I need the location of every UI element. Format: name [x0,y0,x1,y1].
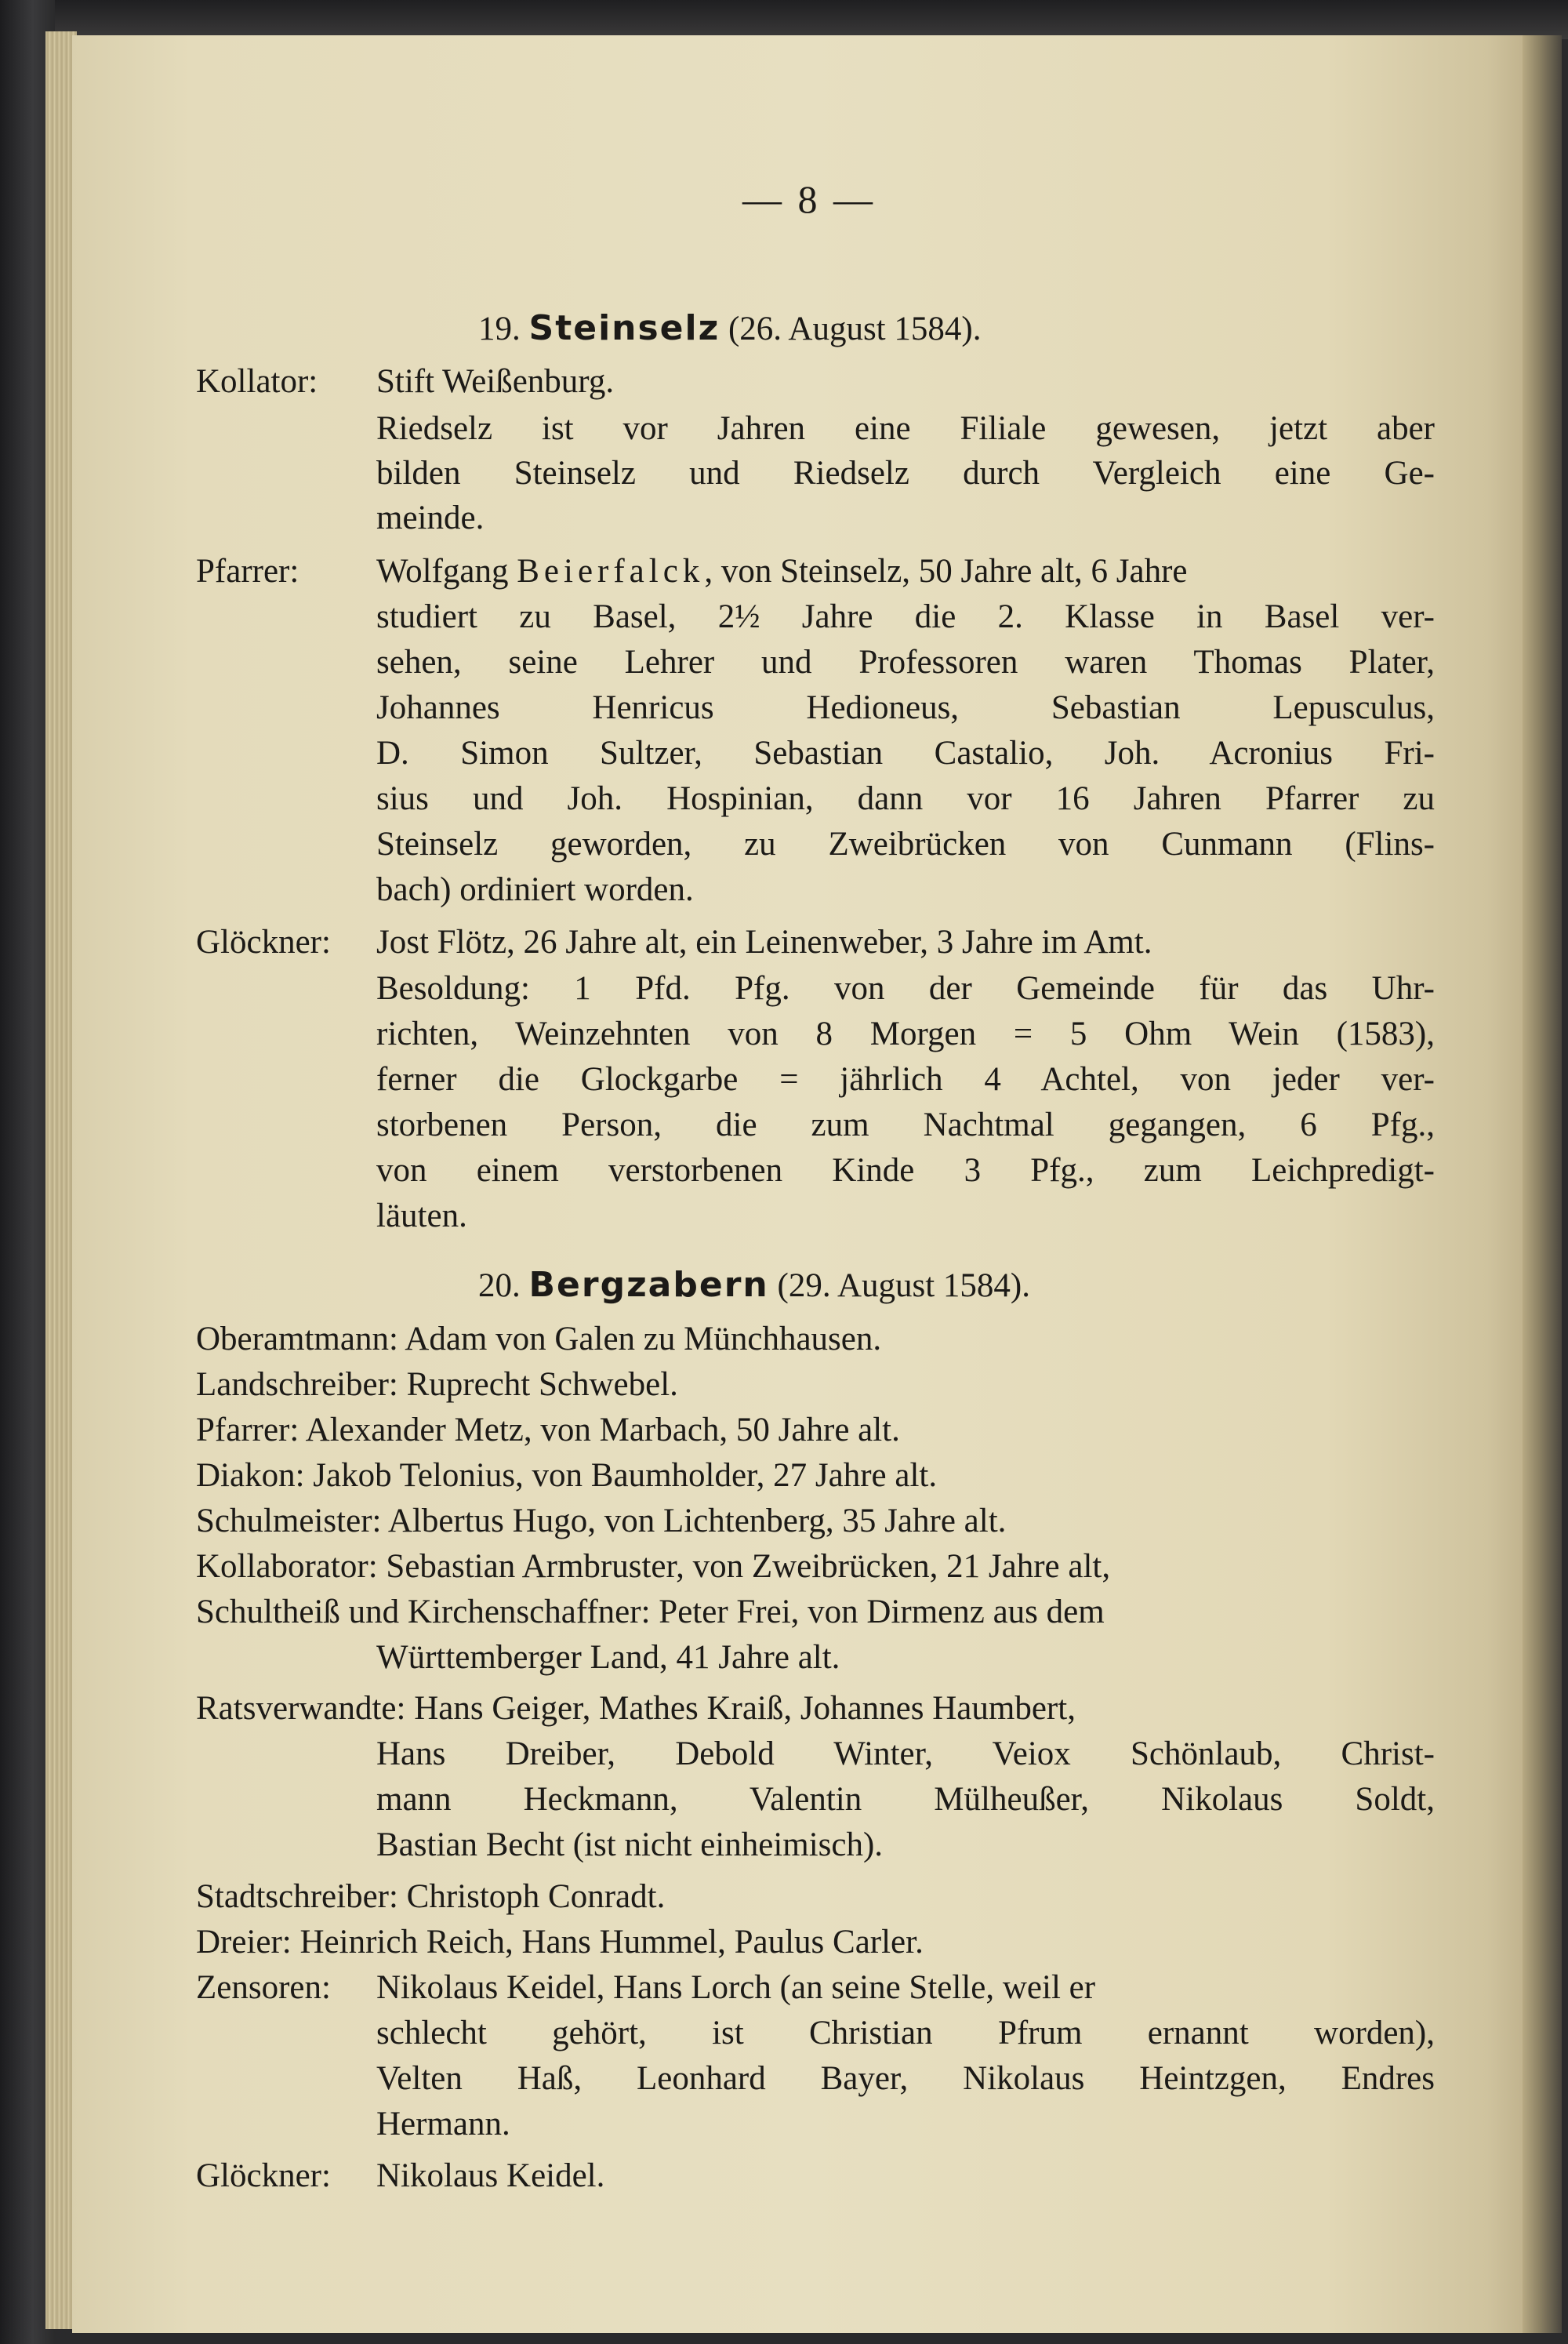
gloeckner-text-line: richten, Weinzehnten von 8 Morgen = 5 Ohm Wein (1583), [376,1016,1435,1052]
gloeckner-label: Glöckner: [196,924,331,961]
kollator-line [196,359,614,405]
diakon-line: Diakon: Jakob Telonius, von Baumholder, 27 Jahre alt. [196,1457,938,1494]
book-gutter [1523,35,1562,2333]
pfarrer-text-line: studiert zu Basel, 2½ Jahre die 2. Klasse in Basel ver- [376,598,1435,635]
note-line: Riedselz ist vor Jahren eine Filiale gewesen, jetzt aber [376,410,1435,447]
landschreiber-line: Landschreiber: Ruprecht Schwebel. [196,1366,678,1403]
schultheiss-line: Schultheiß und Kirchenschaffner: Peter Frei, von Dirmenz aus dem [196,1594,1105,1630]
dreier-line: Dreier: Heinrich Reich, Hans Hummel, Paulus Carler. [196,1924,924,1961]
pfarrer-text-line: Steinselz geworden, zu Zweibrücken von Cunmann (Flins- [376,826,1435,863]
book-cover-top [0,0,1568,39]
section-date: (26. August 1584). [728,311,982,347]
ratsverwandte-text-line: Bastian Becht (ist nicht einheimisch). [376,1826,884,1863]
page-number: — 8 — [742,177,876,221]
ratsverwandte-first: Hans Geiger, Mathes Kraiß, Johannes Haumbert, [414,1690,1076,1727]
section-19-heading [478,306,981,352]
oberamtmann-line: Oberamtmann: Adam von Galen zu Münchhausen. [196,1321,882,1357]
schultheiss-line-2: Württemberger Land, 41 Jahre alt. [376,1639,840,1676]
kollaborator-line: Kollaborator: Sebastian Armbruster, von Zweibrücken, 21 Jahre alt, [196,1548,1111,1585]
pfarrer-20-line: Pfarrer: Alexander Metz, von Marbach, 50 Jahre alt. [196,1412,900,1448]
section-date: (29. August 1584). [777,1267,1030,1304]
pfarrer-line [196,549,1188,594]
ratsverwandte-text-line: mann Heckmann, Valentin Mülheußer, Nikolaus Soldt, [376,1781,1435,1818]
note-line: bilden Steinselz und Riedselz durch Vergleich eine Ge- [376,455,1435,492]
stadtschreiber-line: Stadtschreiber: Christoph Conradt. [196,1878,666,1915]
section-number: 20. [478,1267,521,1304]
pfarrer-label: Pfarrer: [196,553,299,590]
zensoren-text-line: Velten Haß, Leonhard Bayer, Nikolaus Heintzgen, Endres [376,2060,1435,2097]
pfarrer-first-post: , von Steinselz, 50 Jahre alt, 6 Jahre [704,553,1188,590]
pfarrer-text-line: sius und Joh. Hospinian, dann vor 16 Jahren Pfarrer zu [376,780,1435,817]
ratsverwandte-text-line: Hans Dreiber, Debold Winter, Veiox Schönlaub, Christ- [376,1735,1435,1772]
document-page [72,35,1546,2333]
pfarrer-text-line: sehen, seine Lehrer und Professoren waren Thomas Plater, [376,644,1435,681]
zensoren-label: Zensoren: [196,1969,331,2006]
pfarrer-text-line: D. Simon Sultzer, Sebastian Castalio, Joh. Acronius Fri- [376,735,1435,772]
gloeckner-20-label: Glöckner: [196,2157,331,2194]
zensoren-first: Nikolaus Keidel, Hans Lorch (an seine Stelle, weil er [376,1969,1096,2006]
gloeckner-text-line: ferner die Glockgarbe = jährlich 4 Achtel, von jeder ver- [376,1061,1435,1098]
kollator-value: Stift Weißenburg. [376,363,615,400]
section-place: Steinselz [528,308,720,348]
gloeckner-text-line: läuten. [376,1197,467,1234]
gloeckner-first: Jost Flötz, 26 Jahre alt, ein Leinenweber, 3 Jahre im Amt. [376,924,1152,961]
kollator-label: Kollator: [196,363,318,400]
pfarrer-name-spaced: Beierfalck [517,553,705,590]
schulmeister-line: Schulmeister: Albertus Hugo, von Lichtenberg, 35 Jahre alt. [196,1503,1007,1539]
gloeckner-line [196,920,1152,965]
section-place: Bergzabern [528,1265,769,1305]
gloeckner-text-line: von einem verstorbenen Kinde 3 Pfg., zum Leichpredigt- [376,1152,1435,1189]
pfarrer-text-line: Johannes Henricus Hedioneus, Sebastian Lepusculus, [376,689,1435,726]
gloeckner-text-line: storbenen Person, die zum Nachtmal gegangen, 6 Pfg., [376,1107,1435,1143]
note-line: meinde. [376,500,485,536]
gloeckner-text-line: Besoldung: 1 Pfd. Pfg. von der Gemeinde für das Uhr- [376,970,1435,1007]
gloeckner-20-value: Nikolaus Keidel. [376,2157,605,2194]
ratsverwandte-line [196,1686,1076,1732]
zensoren-line [196,1965,1095,2011]
section-number: 19. [478,311,521,347]
pfarrer-first-pre: Wolfgang [376,553,509,590]
ratsverwandte-label: Ratsverwandte: [196,1690,406,1727]
gloeckner-20-line [196,2153,604,2199]
pfarrer-text-line: bach) ordiniert worden. [376,871,694,908]
zensoren-text-line: Hermann. [376,2106,510,2142]
zensoren-text-line: schlecht gehört, ist Christian Pfrum ernannt worden), [376,2015,1435,2051]
section-20-heading [478,1263,1030,1309]
